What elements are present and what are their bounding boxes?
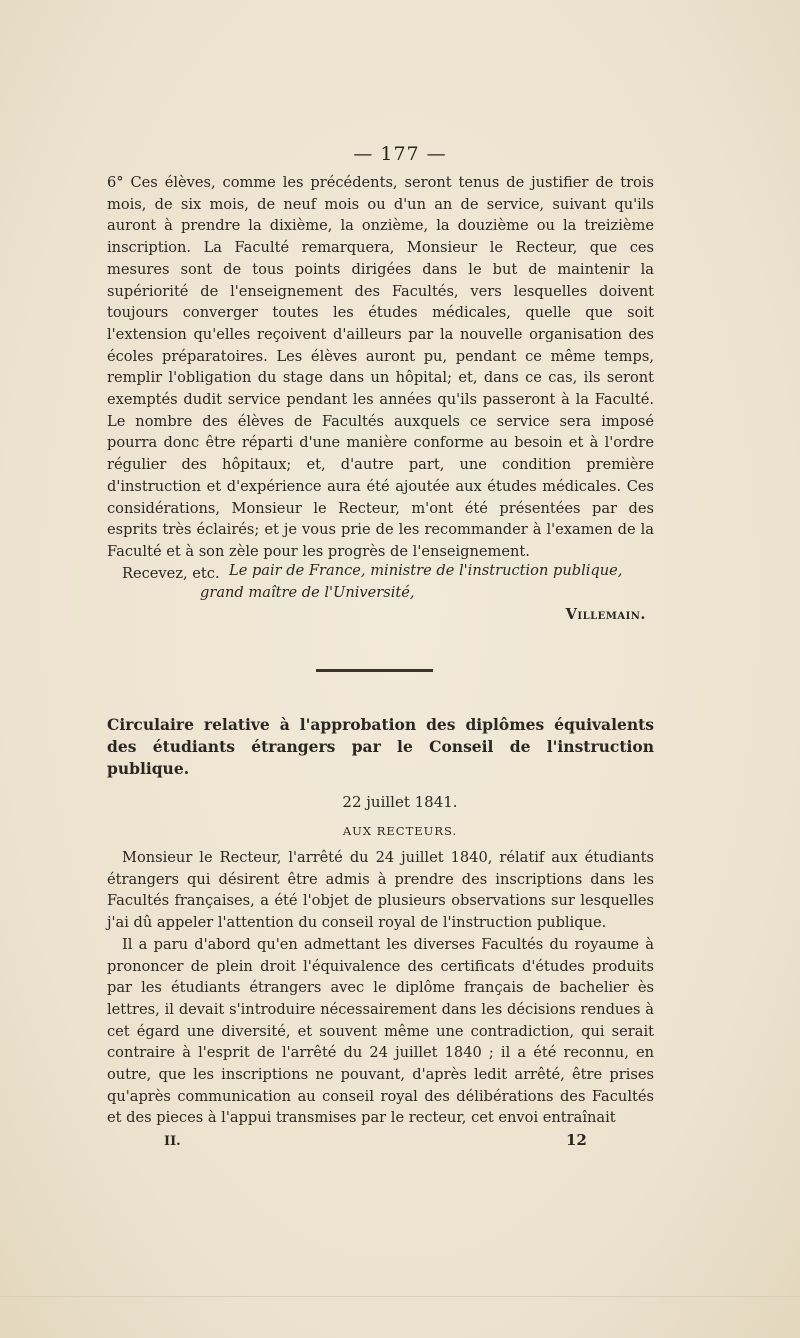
sheet-number: 12 [566,1131,587,1149]
circular-paragraph-2: Il a paru d'abord qu'en admettant les diverses Facultés du royaume à prononcer de plein droit l'équivalence des certificats d'études produits par les étudiants étrangers avec le diplôme français de bachelier ès lettres, il devait s'introduire nécessairement dans les décisions rendues à cet égard une diversité, et souvent même une contradiction, qui serait contraire à l'esprit de l'arrêté du 24 juillet 1840 ; il a été reconnu, en outre, que les inscriptions ne pouvant, d'après ledit arrêté, être prises qu'après communication au conseil royal des délibérations des Facultés et des pieces à l'appui transmises par le recteur, cet envoi entraînait [107,935,654,1127]
circular-heading: Circulaire relative à l'approbation des diplômes équivalents des étudiants étrangers par le Conseil de l'instruction publique. [107,715,654,778]
circular-date: 22 juillet 1841. [342,793,458,811]
circular-paragraph-1: Monsieur le Recteur, l'arrêté du 24 juillet 1840, rélatif aux étudiants étrangers qui désirent être admis à prendre des inscriptions dans les Facultés françaises, a été l'objet de plusieurs observations sur lesquelles j'ai dû appeler l'attention du conseil royal de l'instruction publique. [107,849,654,932]
section-divider [316,669,433,672]
signature-title-line1: Le pair de France, ministre de l'instruction publique, [229,562,623,579]
signature-block [107,560,654,626]
closing-formula: Recevez, etc. [122,564,220,582]
paragraph-students-service: 6° Ces élèves, comme les précédents, seront tenus de justifier de trois mois, de six mois, de neuf mois ou d'un an de service, suivant qu'ils auront à prendre la dixième, la onzième, la douzième ou la treizième inscription. La Faculté remarquera, Monsieur le Recteur, que ces mesures sont de tous points dirigées dans le but de maintenir la supériorité de l'enseignement des Facultés, vers lesquelles doivent toujours converger toutes les études médicales, quelle que soit l'extension qu'elles reçoivent d'ailleurs par la nouvelle organisation des écoles préparatoires. Les élèves auront pu, pendant ce même temps, remplir l'obligation du stage dans un hôpital; et, dans ce cas, ils seront exemptés dudit service pendant les années qu'ils passeront à la Faculté. Le nombre des élèves de Facultés auxquels ce service sera imposé pourra donc être réparti d'une manière conforme au besoin et à l'ordre régulier des hôpitaux; et, d'autre part, une condition première d'instruction et d'expérience aura été ajoutée aux études médicales. Ces considérations, Monsieur le Recteur, m'ont été présentées par des esprits très éclairés; et je vous prie de les recommander à l'examen de la Faculté et à son zèle pour les progrès de l'enseignement. [107,174,654,560]
page-edge-line [0,1296,800,1297]
page-number: — 177 — [353,143,447,165]
signatory-name: Villemain. [565,606,646,623]
circular-body [107,847,654,1129]
instructions-continuation [107,172,654,584]
circular-recipient: AUX RECTEURS. [342,824,458,838]
signature-title-line2: grand maître de l'Université, [200,584,415,601]
signature-mark: II. [164,1134,181,1149]
